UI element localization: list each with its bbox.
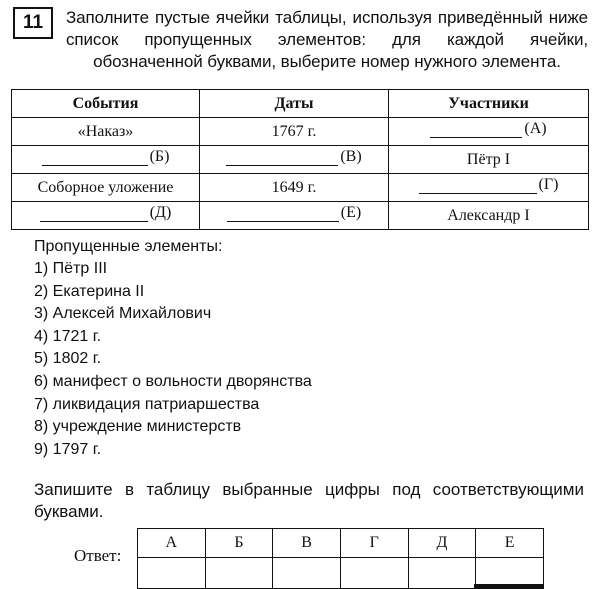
answer-letter: Б [205,529,273,558]
answer-letter: Д [408,529,476,558]
cell-date: 1767 г. [200,118,389,146]
answer-table [137,528,544,589]
blank-line [42,150,148,166]
list-item: 6) манифест о вольности дворянства [34,372,312,390]
blank-letter: (Е) [340,204,362,221]
blank-field [226,148,361,166]
blank-letter: (Г) [538,176,559,193]
table-row [12,118,589,146]
table-header-row [12,90,589,118]
table-row [12,174,589,202]
answer-cell-a[interactable] [138,558,206,589]
blank-field [419,176,559,194]
cell-event: Соборное уложение [12,174,200,202]
table-row [12,146,589,174]
list-item: 5) 1802 г. [34,350,102,368]
blank-line [419,178,537,194]
header-events: События [12,90,200,118]
answer-letter: Г [340,529,408,558]
answer-cell-v[interactable] [273,558,341,589]
blank-letter: (А) [524,120,547,137]
blank-letter: (Д) [149,204,172,221]
blank-line [226,150,338,166]
cell-participant-blank [389,118,589,146]
list-item: 1) Пётр III [34,260,108,277]
blank-line [430,122,522,138]
blank-letter: (Б) [149,148,170,165]
list-item: 9) 1797 г. [34,440,102,458]
list-item: 7) ликвидация патриаршества [34,395,260,413]
cell-date-blank [200,202,389,230]
events-table [11,89,589,230]
blank-field [227,204,361,222]
header-dates: Даты [200,90,389,118]
cell-date-blank [200,146,389,174]
answer-cell-b[interactable] [205,558,273,589]
answer-letter: В [273,529,341,558]
missing-elements [34,236,584,461]
cell-event-blank [12,146,200,174]
blank-field [40,204,172,222]
answer-letter: Е [476,529,544,558]
blank-letter: (В) [340,148,362,165]
header-participants: Участники [389,90,589,118]
answer-cell-d[interactable] [408,558,476,589]
table-row [12,202,589,230]
answer-instruction: Запишите в таблицу выбранные цифры под соответствующими буквами. [34,480,584,521]
list-item: 2) Екатерина II [34,282,145,300]
cell-event: «Наказ» [12,118,200,146]
answer-label: Ответ: [74,546,122,565]
cell-participant-blank [389,174,589,202]
blank-line [40,206,148,222]
list-item: 8) учреждение министерств [34,418,242,436]
list-item: 3) Алексей Михайлович [34,305,212,323]
task-instruction: Заполните пустые ячейки таблицы, используя приведённый ниже список пропущенных элементов: для каждой ячейки, обозначенной буквами, выберите номер нужного элемента. [66,8,588,71]
answer-letter: А [138,529,206,558]
missing-elements-title: Пропущенные элементы: [34,238,223,255]
answer-cell-g[interactable] [340,558,408,589]
corner-mark [474,584,544,588]
cell-participant: Александр I [389,202,589,230]
cell-event-blank [12,202,200,230]
list-item: 4) 1721 г. [34,327,102,345]
blank-field [42,148,170,166]
blank-line [227,206,339,222]
cell-date: 1649 г. [200,174,389,202]
task-number: 11 [13,7,53,39]
answer-letters-row [138,529,544,558]
cell-participant: Пётр I [389,146,589,174]
blank-field [430,120,546,138]
